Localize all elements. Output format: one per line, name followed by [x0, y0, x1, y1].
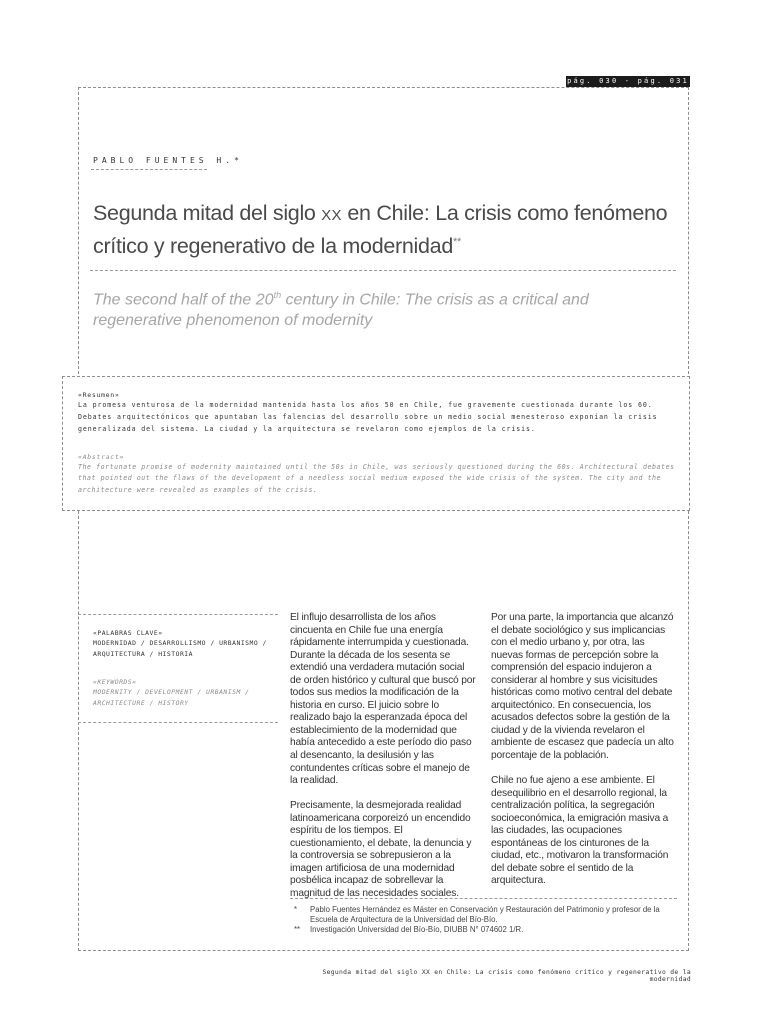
footnote-mark: *	[294, 905, 298, 914]
running-footer: Segunda mitad del siglo XX en Chile: La crisis como fenómeno crítico y regenerativo de la modernidad	[322, 969, 691, 983]
paragraph: Precisamente, la desmejorada realidad latinoamericana corporeizó un encendido espíritu de los tiempos. El cuestionamiento, el debate, la denuncia y la controversia se sobrepusieron a la imagen artificiosa de una modernidad posbélica incapaz de sobrellevar la magnitud de las necesidades sociales.	[290, 800, 472, 899]
subtitle-text-end: century in Chile: The crisis as a critical and regenerative phenomenon of modernity	[93, 291, 589, 330]
page-range-label: pág. 030 - pág. 031	[567, 77, 689, 85]
footnote-mark: **	[294, 925, 301, 934]
author-divider	[91, 169, 207, 170]
keywords-es-heading: «PALABRAS CLAVE»	[93, 629, 163, 637]
subtitle-ordinal: th	[273, 290, 282, 300]
footnote	[292, 925, 677, 935]
author-name: PABLO FUENTES H.*	[93, 156, 243, 165]
abstract-en-heading: «Abstract»	[78, 453, 125, 461]
abstract-es-heading: «Resumen»	[78, 391, 120, 399]
subtitle-text-start: The second half of the 20	[93, 291, 274, 309]
abstract-es-text: La promesa venturosa de la modernidad mantenida hasta los años 50 en Chile, fue gravemente cuestionada durante los 60. Debates arquitectónicos que apuntaban las falencias del desarrollo sobre un medio social menesteroso exponían la crisis generalizada del sistema. La ciudad y la arquitectura se revelaron como ejemplos de la crisis.	[78, 401, 658, 433]
body-column-2	[491, 612, 677, 900]
title-text-end: en Chile: La crisis como fenómeno crítico y regenerativo de la modernidad	[93, 201, 668, 259]
title-footnote-mark: **	[452, 236, 461, 248]
footnotes	[292, 905, 677, 935]
footnotes-divider	[290, 898, 677, 899]
footnote-text: Investigación Universidad del Bío-Bío, DIUBB N° 074602 1/R.	[310, 925, 524, 934]
article-subtitle	[93, 285, 663, 331]
abstract-en-text: The fortunate promise of modernity maintained until the 50s in Chile, was seriously questioned during the 60s. Architectural debates that pointed out the flaws of the development of a needless social medium exposed the wide crisis of the system. The city and the architecture were revealed as examples of the crisis.	[78, 463, 675, 494]
title-divider	[90, 270, 676, 271]
title-century: XX	[321, 207, 342, 224]
paragraph: Chile no fue ajeno a ese ambiente. El desequilibrio en el desarrollo regional, la centralización política, la segregación socioeconómica, la emigración masiva a las ciudades, las ocupaciones espontáneas de los cinturones de la ciudad, etc., motivaron la transformación del debate sobre el sentido de la arquitectura.	[491, 775, 669, 887]
title-text-start: Segunda mitad del siglo	[93, 201, 322, 225]
footnote	[292, 905, 677, 925]
keywords-divider-bottom	[78, 722, 278, 723]
keywords-en-heading: «KEYWORDS»	[93, 678, 137, 686]
paragraph: El influjo desarrollista de los años cincuenta en Chile fue una energía rápidamente interrumpida y cuestionada. Durante la década de los sesenta se extendió una verdadera mutación social de orden histórico y cultural que buscó por todos sus medios la modificación de la historia en curso. El juicio sobre lo realizado bajo la esperanzada época del establecimiento de la modernidad que había antecedido a este período dio paso al desencanto, la desilusión y las contundentes críticas sobre el manejo de la realidad.	[290, 612, 476, 787]
abstract-box	[62, 376, 690, 511]
article-title	[93, 200, 693, 260]
paragraph: Por una parte, la importancia que alcanzó el debate sociológico y sus implicancias con el medio urbano y, por otra, las nuevas formas de percepción sobre la comprensión del espacio indujeron a considerar al hombre y sus vicisitudes históricas como motivo central del debate arquitectónico. En consecuencia, los acusados defectos sobre la gestión de la ciudad y de la vivienda revelaron el ambiente de escasez que padecía un alto porcentaje de la población.	[491, 612, 674, 762]
footnote-text: Pablo Fuentes Hernández es Máster en Conservación y Restauración del Patrimonio y profesor de la Escuela de Arquitectura de la Universidad del Bío-Bío.	[310, 905, 660, 924]
keywords-en-list: MODERNITY / DEVELOPMENT / URBANISM / ARCHITECTURE / HISTORY	[93, 688, 250, 707]
body-column-1	[290, 612, 476, 913]
keywords-es-list: MODERNIDAD / DESARROLLISMO / URBANISMO / ARQUITECTURA / HISTORIA	[93, 639, 267, 658]
keywords-divider-top	[78, 614, 278, 615]
